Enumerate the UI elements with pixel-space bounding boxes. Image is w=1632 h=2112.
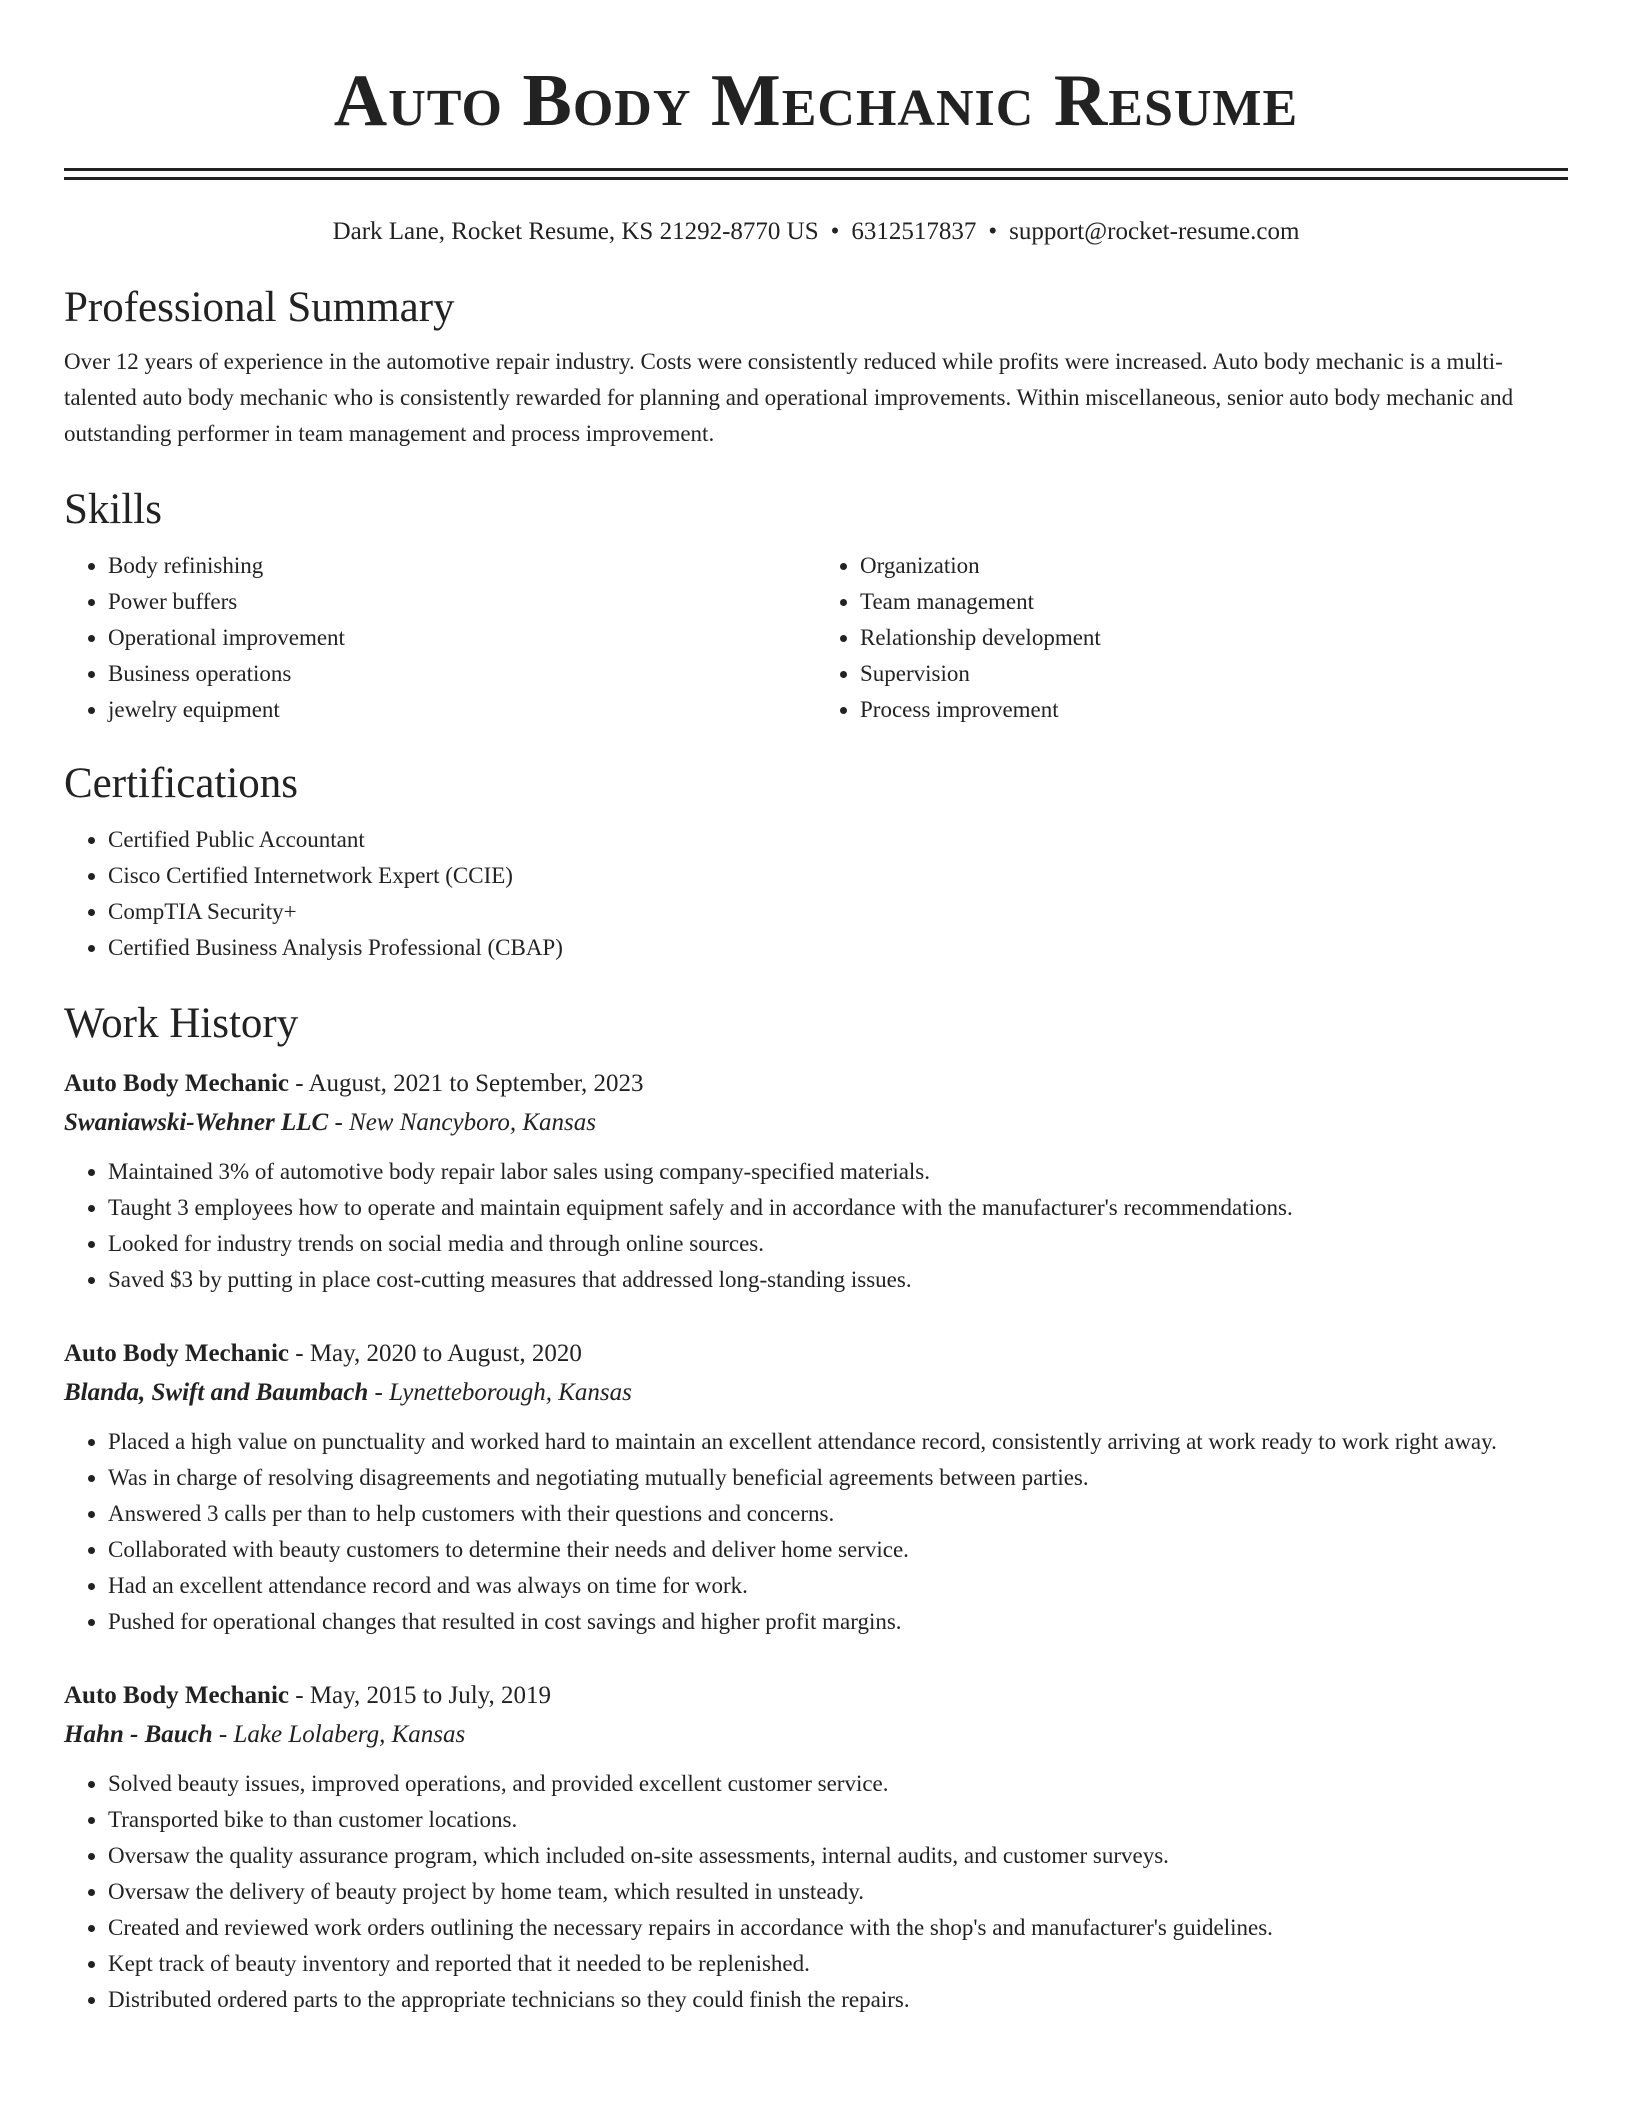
title-divider-bottom (64, 177, 1568, 180)
job-duty: • Oversaw the quality assurance program, which included on-site assessments, internal audits, and customer surveys. (108, 1838, 1568, 1874)
certifications-heading: Certifications (64, 760, 299, 807)
skills-grid (64, 548, 1568, 728)
job-duty: • Distributed ordered parts to the appropriate technicians so they could finish the repairs. (108, 1982, 1568, 2018)
job-duties-list (64, 1424, 1568, 1640)
summary-text: Over 12 years of experience in the automotive repair industry. Costs were consistently reduced while profits were increased. Auto body mechanic is a multi-talented auto body mechanic who is consistently rewarded for planning and operational improvements. Within miscellaneous, senior auto body mechanic and outstanding performer in team management and process improvement. (64, 349, 1514, 446)
skills-list-right (816, 548, 1568, 728)
certification-item: • Certified Business Analysis Professional (CBAP) (108, 930, 1568, 966)
job-duty: • Answered 3 calls per than to help customers with their questions and concerns. (108, 1496, 1568, 1532)
contact-separator: • (830, 218, 840, 245)
certification-item: • Certified Public Accountant (108, 822, 1568, 858)
skills-column-right (816, 548, 1568, 728)
job-duty: • Kept track of beauty inventory and reported that it needed to be replenished. (108, 1946, 1568, 1982)
job-dates: - May, 2020 to August, 2020 (289, 1340, 582, 1367)
resume-title: Auto Body Mechanic Resume (333, 60, 1299, 142)
job-company: Blanda, Swift and Baumbach (64, 1379, 369, 1406)
job-company: Swaniawski-Wehner LLC (64, 1109, 329, 1136)
job-duty: • Created and reviewed work orders outlining the necessary repairs in accordance with the shop's and manufacturer's guidelines. (108, 1910, 1568, 1946)
contact-separator: • (988, 218, 998, 245)
job-company-line (64, 1104, 1568, 1142)
job-duty: • Collaborated with beauty customers to determine their needs and deliver home service. (108, 1532, 1568, 1568)
skill-item: • Power buffers (108, 584, 816, 620)
job-duty: • Pushed for operational changes that resulted in cost savings and higher profit margins. (108, 1604, 1568, 1640)
job-duty: • Transported bike to than customer locations. (108, 1802, 1568, 1838)
job-duty: • Placed a high value on punctuality and worked hard to maintain an excellent attendance record, consistently arriving at work ready to work right away. (108, 1424, 1568, 1460)
job-company-line (64, 1716, 1568, 1754)
job-dates: - August, 2021 to September, 2023 (289, 1070, 644, 1097)
skill-item: • Business operations (108, 656, 816, 692)
job-duty: • Had an excellent attendance record and was always on time for work. (108, 1568, 1568, 1604)
job-company-line (64, 1374, 1568, 1412)
job-title-line (64, 1676, 1568, 1716)
skills-column-left (64, 548, 816, 728)
job-duty: • Was in charge of resolving disagreements and negotiating mutually beneficial agreements between parties. (108, 1460, 1568, 1496)
job-duties-list (64, 1154, 1568, 1298)
job-location: - New Nancyboro, Kansas (328, 1109, 597, 1136)
job-duties-list (64, 1766, 1568, 2018)
certification-item: • CompTIA Security+ (108, 894, 1568, 930)
skills-list-left (64, 548, 816, 728)
job-role: Auto Body Mechanic (64, 1070, 289, 1097)
job-duty: • Saved $3 by putting in place cost-cutting measures that addressed long-standing issues. (108, 1262, 1568, 1298)
skill-item: • Supervision (860, 656, 1568, 692)
contact-email: support@rocket-resume.com (1009, 218, 1300, 245)
skill-item: • Organization (860, 548, 1568, 584)
skill-item: • jewelry equipment (108, 692, 816, 728)
skill-item: • Body refinishing (108, 548, 816, 584)
job-duty: • Oversaw the delivery of beauty project by home team, which resulted in unsteady. (108, 1874, 1568, 1910)
job-entry (64, 1676, 1568, 2018)
job-duty: • Taught 3 employees how to operate and maintain equipment safely and in accordance with the manufacturer's recommendations. (108, 1190, 1568, 1226)
contact-line (64, 216, 1568, 248)
job-entry (64, 1064, 1568, 1298)
job-duty: • Maintained 3% of automotive body repair labor sales using company-specified materials. (108, 1154, 1568, 1190)
skill-item: • Relationship development (860, 620, 1568, 656)
summary-heading: Professional Summary (64, 284, 455, 331)
skill-item: • Process improvement (860, 692, 1568, 728)
contact-phone: 6312517837 (851, 218, 977, 245)
skill-item: • Operational improvement (108, 620, 816, 656)
job-duty: • Looked for industry trends on social media and through online sources. (108, 1226, 1568, 1262)
skill-item: • Team management (860, 584, 1568, 620)
job-role: Auto Body Mechanic (64, 1682, 289, 1709)
job-dates: - May, 2015 to July, 2019 (289, 1682, 552, 1709)
contact-address: Dark Lane, Rocket Resume, KS 21292-8770 US (332, 218, 819, 245)
job-duty: • Solved beauty issues, improved operations, and provided excellent customer service. (108, 1766, 1568, 1802)
job-title-line (64, 1064, 1568, 1104)
certifications-list (64, 822, 1568, 966)
job-location: - Lake Lolaberg, Kansas (212, 1721, 466, 1748)
job-entry (64, 1334, 1568, 1640)
job-title-line (64, 1334, 1568, 1374)
work-history-heading: Work History (64, 1000, 299, 1047)
skills-heading: Skills (64, 486, 162, 533)
job-role: Auto Body Mechanic (64, 1340, 289, 1367)
certification-item: • Cisco Certified Internetwork Expert (CCIE) (108, 858, 1568, 894)
job-company: Hahn - Bauch (64, 1721, 213, 1748)
title-divider-top (64, 168, 1568, 171)
job-location: - Lynetteborough, Kansas (368, 1379, 632, 1406)
